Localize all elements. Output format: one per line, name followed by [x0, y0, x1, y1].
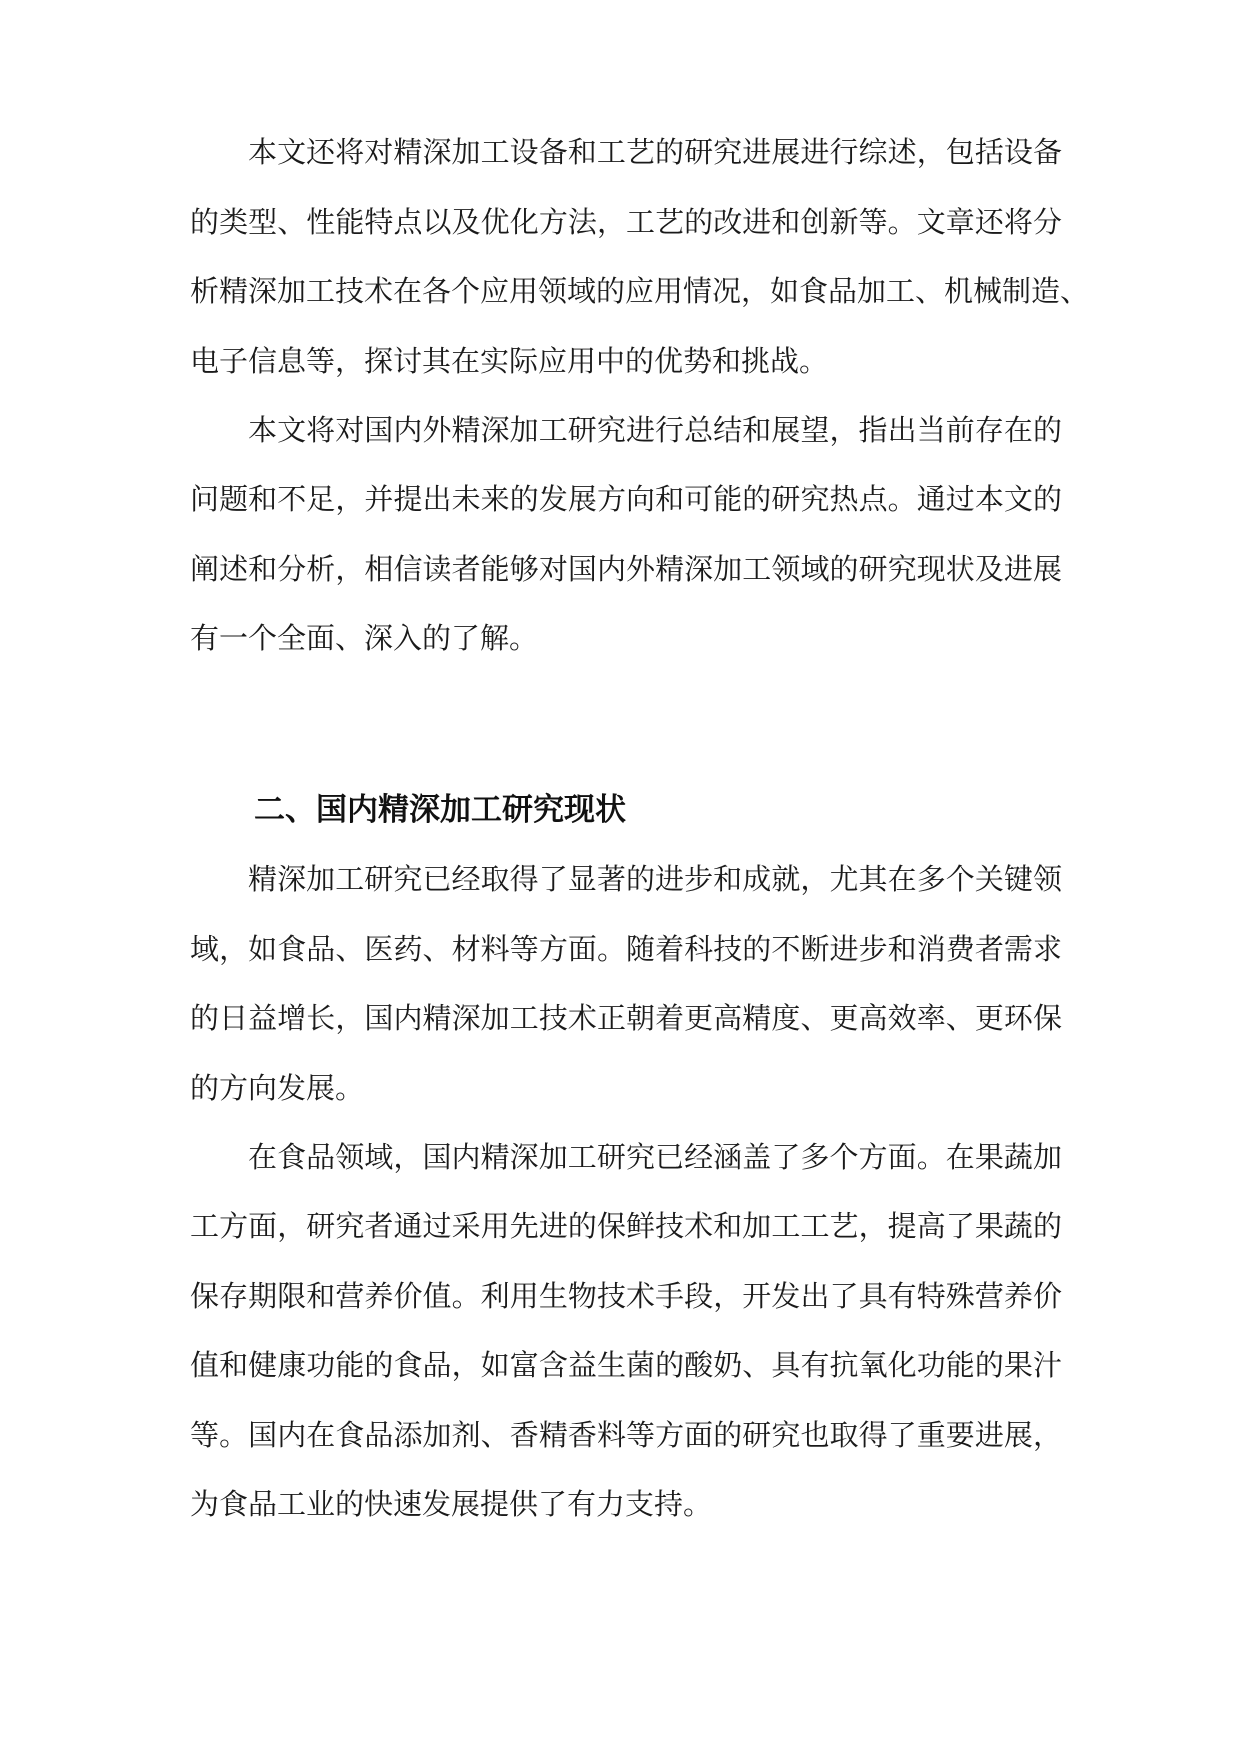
text-line: 阐述和分析，相信读者能够对国内外精深加工领域的研究现状及进展	[190, 552, 1062, 586]
text-line: 本文将对国内外精深加工研究进行总结和展望，指出当前存在的	[248, 413, 1062, 447]
section-heading: 二、国内精深加工研究现状	[254, 792, 626, 828]
text-line: 有一个全面、深入的了解。	[190, 621, 539, 655]
text-line: 等。国内在食品添加剂、香精香料等方面的研究也取得了重要进展，	[190, 1418, 1062, 1452]
text-line: 工方面，研究者通过采用先进的保鲜技术和加工工艺，提高了果蔬的	[190, 1209, 1062, 1243]
text-line: 保存期限和营养价值。利用生物技术手段，开发出了具有特殊营养价	[190, 1279, 1062, 1313]
text-line: 在食品领域，国内精深加工研究已经涵盖了多个方面。在果蔬加	[248, 1140, 1062, 1174]
text-line: 问题和不足，并提出未来的发展方向和可能的研究热点。通过本文的	[190, 482, 1062, 516]
text-line: 的方向发展。	[190, 1071, 365, 1105]
text-line: 域，如食品、医药、材料等方面。随着科技的不断进步和消费者需求	[190, 932, 1062, 966]
text-line: 为食品工业的快速发展提供了有力支持。	[190, 1487, 713, 1521]
text-line: 析精深加工技术在各个应用领域的应用情况，如食品加工、机械制造、	[190, 274, 1090, 308]
text-line: 精深加工研究已经取得了显著的进步和成就，尤其在多个关键领	[248, 862, 1062, 896]
text-line: 本文还将对精深加工设备和工艺的研究进展进行综述，包括设备	[248, 135, 1062, 169]
text-line: 的日益增长，国内精深加工技术正朝着更高精度、更高效率、更环保	[190, 1001, 1062, 1035]
text-line: 值和健康功能的食品，如富含益生菌的酸奶、具有抗氧化功能的果汁	[190, 1348, 1062, 1382]
text-line: 电子信息等，探讨其在实际应用中的优势和挑战。	[190, 344, 829, 378]
text-line: 的类型、性能特点以及优化方法，工艺的改进和创新等。文章还将分	[190, 205, 1062, 239]
